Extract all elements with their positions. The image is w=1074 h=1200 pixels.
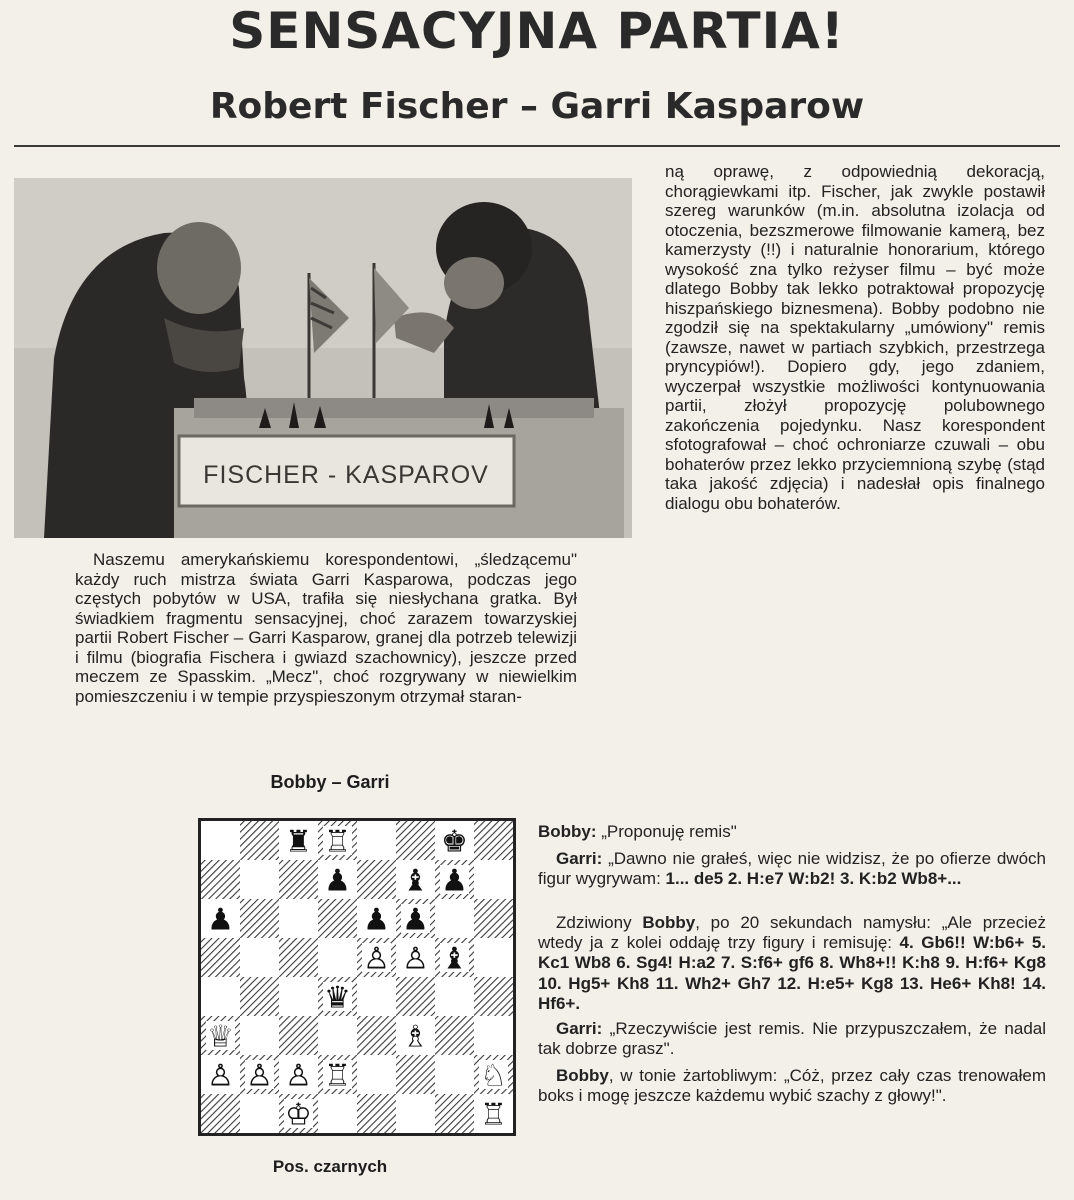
board-square <box>240 860 279 899</box>
board-square <box>240 1016 279 1055</box>
chess-piece: ♔ <box>285 1097 312 1133</box>
dialogue-text: „Dawno nie grałeś, więc nie widzisz, że po ofierze dwóch figur wygrywam: <box>538 849 1046 889</box>
article-paragraph-right: ną oprawę, z odpowiednią dekoracją, chorągiewkami itp. Fischer, jak zwykle postawił szereg warunków (m.in. absolutna izolacja od otoczenia, bezszmerowe filmowanie kamerą, bez kamerzysty (!!) i naturalnie honorarium, którego wysokość zna tylko reżyser filmu – być może dlatego Bobby tak lekko potraktował propozycję hiszpańskiego biznesmena). Bobby podobno nie zgodził się na spektakularny „umówiony" remis (zawsze, nawet w partiach szybkich, przestrzega pryncypiów!). Dopiero gdy, jego zdaniem, wyczerpał wszystkie możliwości kontynuowania partii, złożył propozycję polubownego zakończenia pojedynku. Nasz korespondent sfotografował – choć ochroniarze czuwali – obu bohaterów przez lekko przyciemnioną szybę (stąd taka jakość zdjęcia) i nadesłał opis finalnego dialogu obu bohaterów. <box>665 162 1045 513</box>
dialogue-line-3 <box>538 913 1046 1014</box>
board-square <box>201 1094 240 1133</box>
diagram-caption: Pos. czarnych <box>272 1157 388 1176</box>
board-square <box>201 977 240 1016</box>
dialogue-line-4 <box>538 1019 1046 1059</box>
dialogue-text: „Rzeczywiście jest remis. Nie przypuszczałem, że nadal tak dobrze grasz". <box>538 1019 1046 1059</box>
board-square <box>240 899 279 938</box>
chess-piece: ♘ <box>480 1058 507 1094</box>
speaker-name: Bobby: <box>538 822 597 841</box>
header-rule <box>14 145 1060 147</box>
speaker-name: Garri: <box>556 849 603 868</box>
chess-piece: ♕ <box>207 1019 234 1055</box>
board-square <box>474 860 513 899</box>
board-square <box>279 860 318 899</box>
board-square <box>279 1016 318 1055</box>
board-square <box>435 1055 474 1094</box>
board-square <box>240 977 279 1016</box>
board-square <box>240 938 279 977</box>
chess-piece: ♝ <box>402 863 429 899</box>
board-square <box>435 1094 474 1133</box>
headline: SENSACYJNA PARTIA! <box>229 2 845 60</box>
board-square <box>279 977 318 1016</box>
dialogue-line-1 <box>538 822 1046 842</box>
chess-piece: ♟ <box>441 863 468 899</box>
board-square <box>474 1016 513 1055</box>
board-square <box>201 860 240 899</box>
board-square <box>240 1094 279 1133</box>
chess-piece: ♟ <box>207 902 234 938</box>
chess-piece: ♚ <box>441 824 468 860</box>
dialogue-text: , po 20 sekundach namysłu: „Ale przecież wtedy ja z kolei oddaję trzy figury i remisuję: <box>538 913 1046 953</box>
board-square <box>318 1016 357 1055</box>
chess-piece: ♗ <box>402 1019 429 1055</box>
board-square <box>474 899 513 938</box>
chess-diagram <box>198 818 516 1136</box>
chess-piece: ♟ <box>363 902 390 938</box>
chess-piece: ♟ <box>402 902 429 938</box>
move-list: 4. Gb6!! W:b6+ 5. Kc1 Wb8 6. Sg4! H:a2 7. S:f6+ gf6 8. Wh8+!! K:h8 9. H:f6+ Kg8 10. Hg5+ Kh8 11. Wh2+ Gh7 12. H:e5+ Kg8 13. He6+ Kh8! 14. Hf6+. <box>538 933 1046 1013</box>
board-square <box>474 938 513 977</box>
chess-board <box>201 821 513 1133</box>
board-square <box>435 1016 474 1055</box>
chess-piece: ♖ <box>324 1058 351 1094</box>
board-square <box>357 1016 396 1055</box>
board-square <box>318 938 357 977</box>
board-square <box>201 821 240 860</box>
dialogue-line-5 <box>538 1066 1046 1106</box>
board-square <box>318 1094 357 1133</box>
board-square <box>357 977 396 1016</box>
board-square <box>357 821 396 860</box>
dialogue-text: , w tonie żartobliwym: „Cóż, przez cały czas trenowałem boks i mogę jeszcze każdemu wybić szachy z głowy!". <box>538 1066 1046 1106</box>
board-square <box>357 1094 396 1133</box>
speaker-name: Garri: <box>556 1019 603 1038</box>
board-square <box>396 821 435 860</box>
photo-sign-text: FISCHER - KASPAROV <box>203 461 489 489</box>
board-square <box>435 899 474 938</box>
chess-piece: ♙ <box>402 941 429 977</box>
board-square <box>396 977 435 1016</box>
chess-piece: ♟ <box>324 863 351 899</box>
chess-piece: ♖ <box>324 824 351 860</box>
chess-piece: ♙ <box>246 1058 273 1094</box>
speaker-name: Bobby <box>642 913 696 932</box>
board-square <box>318 899 357 938</box>
board-square <box>474 821 513 860</box>
board-square <box>279 899 318 938</box>
chess-piece: ♛ <box>324 980 351 1016</box>
diagram-title: Bobby – Garri <box>270 772 390 792</box>
photo-illustration <box>14 178 632 538</box>
board-square <box>435 977 474 1016</box>
dialogue-text: Zdziwiony <box>556 913 643 932</box>
board-square <box>357 1055 396 1094</box>
dialogue-text: „Proponuję remis" <box>596 822 737 841</box>
board-square <box>240 821 279 860</box>
board-square <box>474 977 513 1016</box>
board-square <box>396 1094 435 1133</box>
board-square <box>396 1055 435 1094</box>
chess-piece: ♙ <box>285 1058 312 1094</box>
chess-piece: ♙ <box>363 941 390 977</box>
subheadline: Robert Fischer – Garri Kasparow <box>209 86 865 127</box>
chess-piece: ♙ <box>207 1058 234 1094</box>
photo-fischer-kasparov <box>14 178 632 538</box>
board-square <box>279 938 318 977</box>
dialogue-line-2 <box>538 849 1046 889</box>
chess-piece: ♝ <box>441 941 468 977</box>
board-square <box>201 938 240 977</box>
board-square <box>357 860 396 899</box>
chess-piece: ♖ <box>480 1097 507 1133</box>
article-paragraph-left: Naszemu amerykańskiemu korespondentowi, „śledzącemu" każdy ruch mistrza świata Garri Kasparowa, podczas jego częstych pobytów w USA, trafiła się niesłychana gratka. Był świadkiem fragmentu sensacyjnej, choć zarazem towarzyskiej partii Robert Fischer – Garri Kasparow, granej dla potrzeb telewizji i filmu (biografia Fischera i gwiazd szachownicy), jeszcze przed meczem ze Spasskim. „Mecz", choć rozgrywany w niewielkim pomieszczeniu i w tempie przyspieszonym otrzymał staran- <box>75 550 577 706</box>
chess-piece: ♜ <box>285 824 312 860</box>
speaker-name: Bobby <box>556 1066 609 1085</box>
move-list: 1... de5 2. H:e7 W:b2! 3. K:b2 Wb8+... <box>665 869 962 889</box>
